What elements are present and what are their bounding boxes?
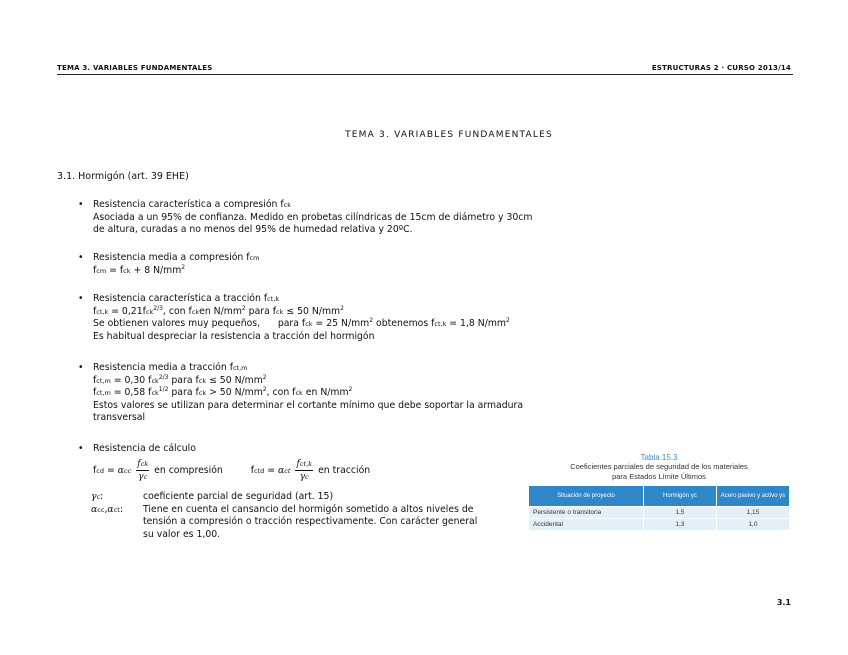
- table-subcaption: Coeficientes parciales de seguridad de los materiales: [570, 462, 748, 471]
- bullet-characteristic-compression: [78, 199, 532, 237]
- bullet-line: transversal: [93, 412, 146, 423]
- bullet-dot: •: [78, 252, 84, 263]
- bullet-heading: Resistencia característica a compresión fck: [93, 199, 292, 210]
- formula-fcd: fcd = αcc $\frac{\text{fck}}{\gamma c}$ en compresión: [93, 458, 223, 482]
- formula-line: fct,m = 0,30 fck$^{2/3}$ para fck ≤ 50 $N/mm^2$: [93, 373, 267, 386]
- bullet-heading: Resistencia característica a tracción fct,k: [93, 293, 280, 304]
- bullet-line: Se obtienen valores muy pequeños, para fck = 25 $N/mm^2$ obtenemos fct,k = 1,8 $N/mm^2$: [93, 317, 510, 329]
- bullet-heading: Resistencia media a compresión fcm: [93, 252, 260, 263]
- table-cell: Accidental: [529, 519, 644, 531]
- page-title: TEMA 3. VARIABLES FUNDAMENTALES: [345, 130, 553, 140]
- def-gamma: γc: coeficiente parcial de seguridad (art. 15): [91, 491, 334, 502]
- design-formulas: [93, 458, 370, 484]
- header-rule: [57, 74, 793, 75]
- bullet-dot: •: [78, 443, 84, 454]
- table-cell: 1,15: [716, 507, 789, 519]
- bullet-line: Estos valores se utilizan para determinar el cortante mínimo que debe soportar la armadura: [93, 399, 524, 411]
- table-row: [529, 507, 790, 519]
- bullet-dot: •: [78, 293, 84, 304]
- fraction-fctk-gamma: $\frac{\text{fct,k}}{\gamma c}$: [296, 458, 313, 482]
- bullet-design-strength: [78, 443, 370, 484]
- table-header-cell: Situación de proyecto: [529, 486, 644, 507]
- table-header-cell: Hormigón γc: [643, 486, 716, 507]
- table-row: [529, 519, 790, 531]
- bullet-heading: Resistencia de cálculo: [93, 443, 196, 454]
- symbol-definitions: [91, 491, 483, 541]
- page-number: 3.1: [776, 598, 791, 607]
- formula-line: fcm = fck + 8 $N/mm^2$: [93, 263, 186, 276]
- bullet-mean-compression: [78, 252, 259, 277]
- safety-factors-table: [528, 453, 790, 531]
- formula-fctd: fctd = αct $\frac{\text{fct,k}}{\gamma c}$ en tracción: [250, 458, 371, 482]
- table-cell: 1,5: [643, 507, 716, 519]
- def-alpha: αcc,αct: Tiene en cuenta el cansancio del hormigón sometido a altos niveles de tensión a compresión o tracción respectivamente. Con carácter general su valor es 1,00.: [91, 503, 478, 540]
- table-header-row: [529, 486, 790, 507]
- bullet-line: de altura, curadas a no menos del 95% de humedad relativa y 20ºC.: [93, 224, 413, 235]
- header-left: TEMA 3. VARIABLES FUNDAMENTALES: [57, 64, 213, 72]
- table-subcaption: para Estados Límite Últimos: [612, 472, 706, 481]
- bullet-line: Asociada a un 95% de confianza. Medido en probetas cilíndricas de 15cm de diámetro y 30cm: [93, 211, 533, 223]
- table-cell: Persistente o transitoria: [529, 507, 644, 519]
- table-caption: Tabla 15.3: [640, 453, 678, 462]
- table-header-cell: Acero pasivo y activo γs: [716, 486, 789, 507]
- header-right: ESTRUCTURAS 2 · CURSO 2013/14: [651, 64, 791, 72]
- fraction-fck-gamma: $\frac{\text{fck}}{\gamma c}$: [137, 458, 149, 482]
- section-heading: 3.1. Hormigón (art. 39 EHE): [57, 171, 189, 182]
- bullet-dot: •: [78, 199, 84, 210]
- bullet-mean-tension: [78, 362, 523, 425]
- bullet-line: Es habitual despreciar la resistencia a tracción del hormigón: [93, 330, 375, 342]
- table-cell: 1,0: [716, 519, 789, 531]
- formula-line: fct,k = 0,21fck$^{2/3}$, con fcken $N/mm^2$ para fck ≤ 50 $N/mm^2$: [93, 304, 344, 317]
- table-cell: 1,3: [643, 519, 716, 531]
- bullet-dot: •: [78, 362, 84, 373]
- bullet-heading: Resistencia media a tracción fct,m: [93, 362, 248, 373]
- bullet-characteristic-tension: [78, 293, 510, 343]
- formula-line: fct,m = 0,58 fck$^{1/2}$ para fck > 50 $N/mm^2$, con fck en $N/mm^2$: [93, 386, 353, 398]
